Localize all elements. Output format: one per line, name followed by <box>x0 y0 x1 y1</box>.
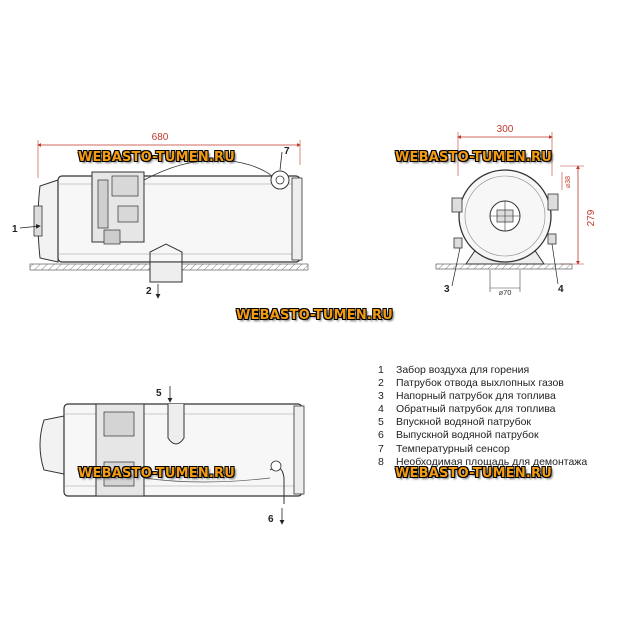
callout-6: 6 <box>268 514 274 525</box>
length-label: 680 <box>151 132 169 143</box>
mount-bore-label: ⌀70 <box>498 288 512 297</box>
callout-2: 2 <box>146 286 152 297</box>
end-cap <box>292 178 302 260</box>
burner-head-top <box>40 416 64 474</box>
legend-item: 4 Обратный патрубок для топлива <box>378 403 556 416</box>
watermark-4: WEBASTO-TUMEN.RU <box>78 466 236 481</box>
fuel-return-port <box>548 234 556 244</box>
diameter-label: 300 <box>496 124 514 135</box>
legend-item: 7 Температурный сенсор <box>378 442 510 455</box>
height-label: 279 <box>586 209 597 227</box>
watermark-5: WEBASTO-TUMEN.RU <box>395 466 553 481</box>
watermark-1: WEBASTO-TUMEN.RU <box>78 150 236 165</box>
legend-item: 6 Выпускной водяной патрубок <box>378 429 539 442</box>
legend-item: 5 Впускной водяной патрубок <box>378 416 532 429</box>
callout-7: 7 <box>284 146 290 157</box>
top-view <box>40 386 304 525</box>
callout-1: 1 <box>12 224 18 235</box>
small-bore-label: ⌀38 <box>565 175 572 189</box>
temperature-sensor <box>271 171 289 189</box>
legend-item: 3 Напорный патрубок для топлива <box>378 390 556 403</box>
exhaust-outlet <box>150 262 182 282</box>
callout-5: 5 <box>156 388 162 399</box>
callout-4: 4 <box>558 284 564 295</box>
legend <box>378 364 618 469</box>
legend-item: 1 Забор воздуха для горения <box>378 364 530 376</box>
water-inlet <box>168 404 184 444</box>
air-intake <box>34 206 42 236</box>
watermark-2: WEBASTO-TUMEN.RU <box>395 150 553 165</box>
callout-3: 3 <box>444 284 450 295</box>
fuel-pressure-port <box>454 238 462 248</box>
legend-item: 8 Необходимая площадь для демонтажа <box>378 455 588 468</box>
legend-item: 2 Патрубок отвода выхлопных газов <box>378 377 564 390</box>
watermark-3: WEBASTO-TUMEN.RU <box>236 308 394 323</box>
